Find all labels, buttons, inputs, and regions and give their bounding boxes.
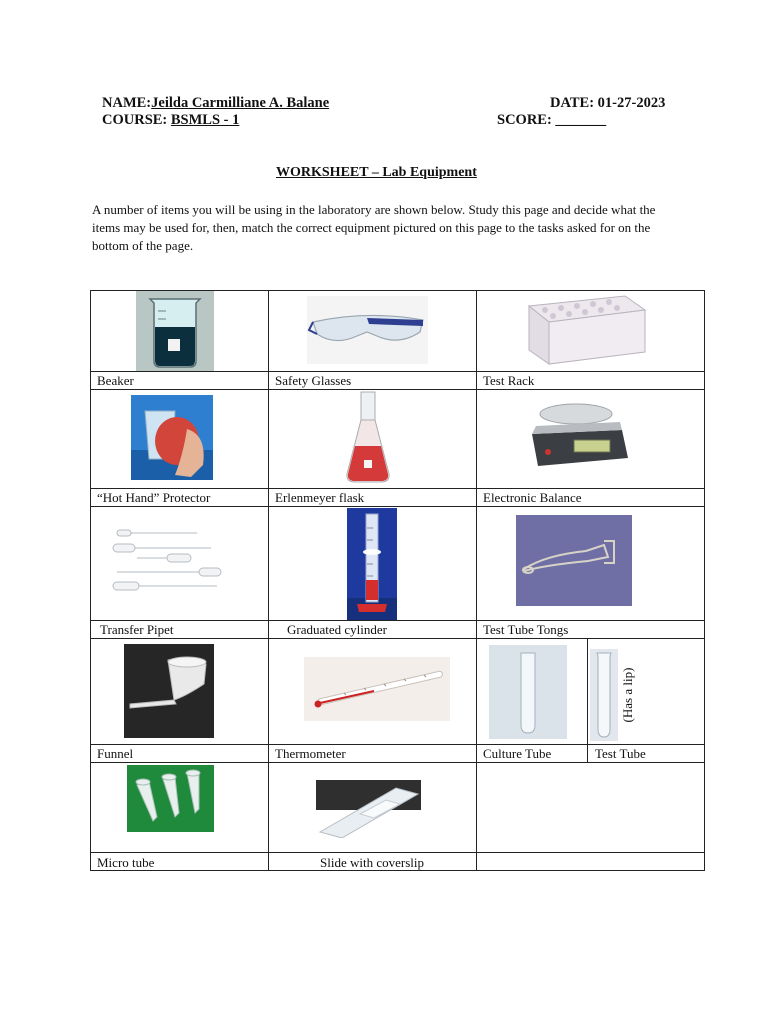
label-test-tube-tongs: Test Tube Tongs: [483, 622, 569, 637]
label-electronic-balance: Electronic Balance: [483, 490, 582, 505]
label-hot-hand: “Hot Hand” Protector: [97, 490, 211, 505]
date-field: DATE: 01-27-2023: [550, 95, 666, 111]
beaker-image: [136, 291, 214, 371]
label-micro-tube: Micro tube: [97, 855, 155, 870]
intro-paragraph: A number of items you will be using in the laboratory are shown below. Study this page and decide what the items may be used for, then, match the correct equipment pictured on this page to the tasks asked for on the bottom of the page.: [92, 202, 656, 253]
label-thermometer: Thermometer: [275, 746, 346, 761]
label-safety-glasses: Safety Glasses: [275, 373, 352, 388]
has-lip-text: (Has a lip): [620, 667, 635, 723]
funnel-image: [124, 644, 214, 738]
label-graduated-cylinder: Graduated cylinder: [287, 622, 387, 637]
transfer-pipet-image: [107, 524, 232, 594]
table-divider: [90, 852, 705, 853]
table-divider: [268, 290, 269, 871]
name-value: Jeilda Carmilliane A. Balane: [151, 95, 330, 111]
electronic-balance-image: [524, 400, 634, 472]
table-divider: [90, 371, 705, 372]
label-erlenmeyer: Erlenmeyer flask: [275, 490, 365, 505]
table-divider: [90, 389, 705, 390]
slide-image: [316, 780, 421, 838]
label-beaker: Beaker: [97, 373, 134, 388]
test-tube-image: [590, 649, 618, 741]
test-tube-tongs-image: [516, 515, 632, 606]
name-label: NAME:: [102, 95, 152, 111]
erlenmeyer-flask-image: [343, 390, 393, 488]
label-test-rack: Test Rack: [483, 373, 535, 388]
micro-tube-image: [127, 765, 214, 832]
table-divider: [90, 506, 705, 507]
culture-tube-image: [489, 645, 567, 739]
course-value: BSMLS - 1: [170, 112, 240, 128]
table-divider: [90, 488, 705, 489]
label-culture-tube: Culture Tube: [483, 746, 552, 761]
has-lip-note: [618, 660, 638, 730]
table-divider: [476, 290, 477, 871]
course-label: COURSE:: [102, 112, 171, 128]
test-rack-image: [515, 292, 649, 368]
graduated-cylinder-image: [347, 508, 397, 620]
label-funnel: Funnel: [97, 746, 134, 761]
table-divider: [90, 762, 705, 763]
score-blank: _______: [555, 112, 607, 128]
worksheet-title: WORKSHEET – Lab Equipment: [276, 165, 477, 180]
safety-glasses-image: [307, 296, 428, 364]
table-divider: [90, 744, 705, 745]
label-test-tube: Test Tube: [595, 746, 646, 761]
label-transfer-pipet: Transfer Pipet: [100, 622, 174, 637]
hot-hand-image: [131, 395, 213, 480]
label-slide: Slide with coverslip: [320, 855, 424, 870]
score-label: SCORE:: [497, 112, 556, 128]
course-field: [102, 112, 239, 129]
thermometer-image: [304, 657, 450, 721]
score-field: [497, 112, 606, 129]
table-divider: [90, 620, 705, 621]
table-divider: [90, 638, 705, 639]
name-field: [102, 95, 329, 112]
